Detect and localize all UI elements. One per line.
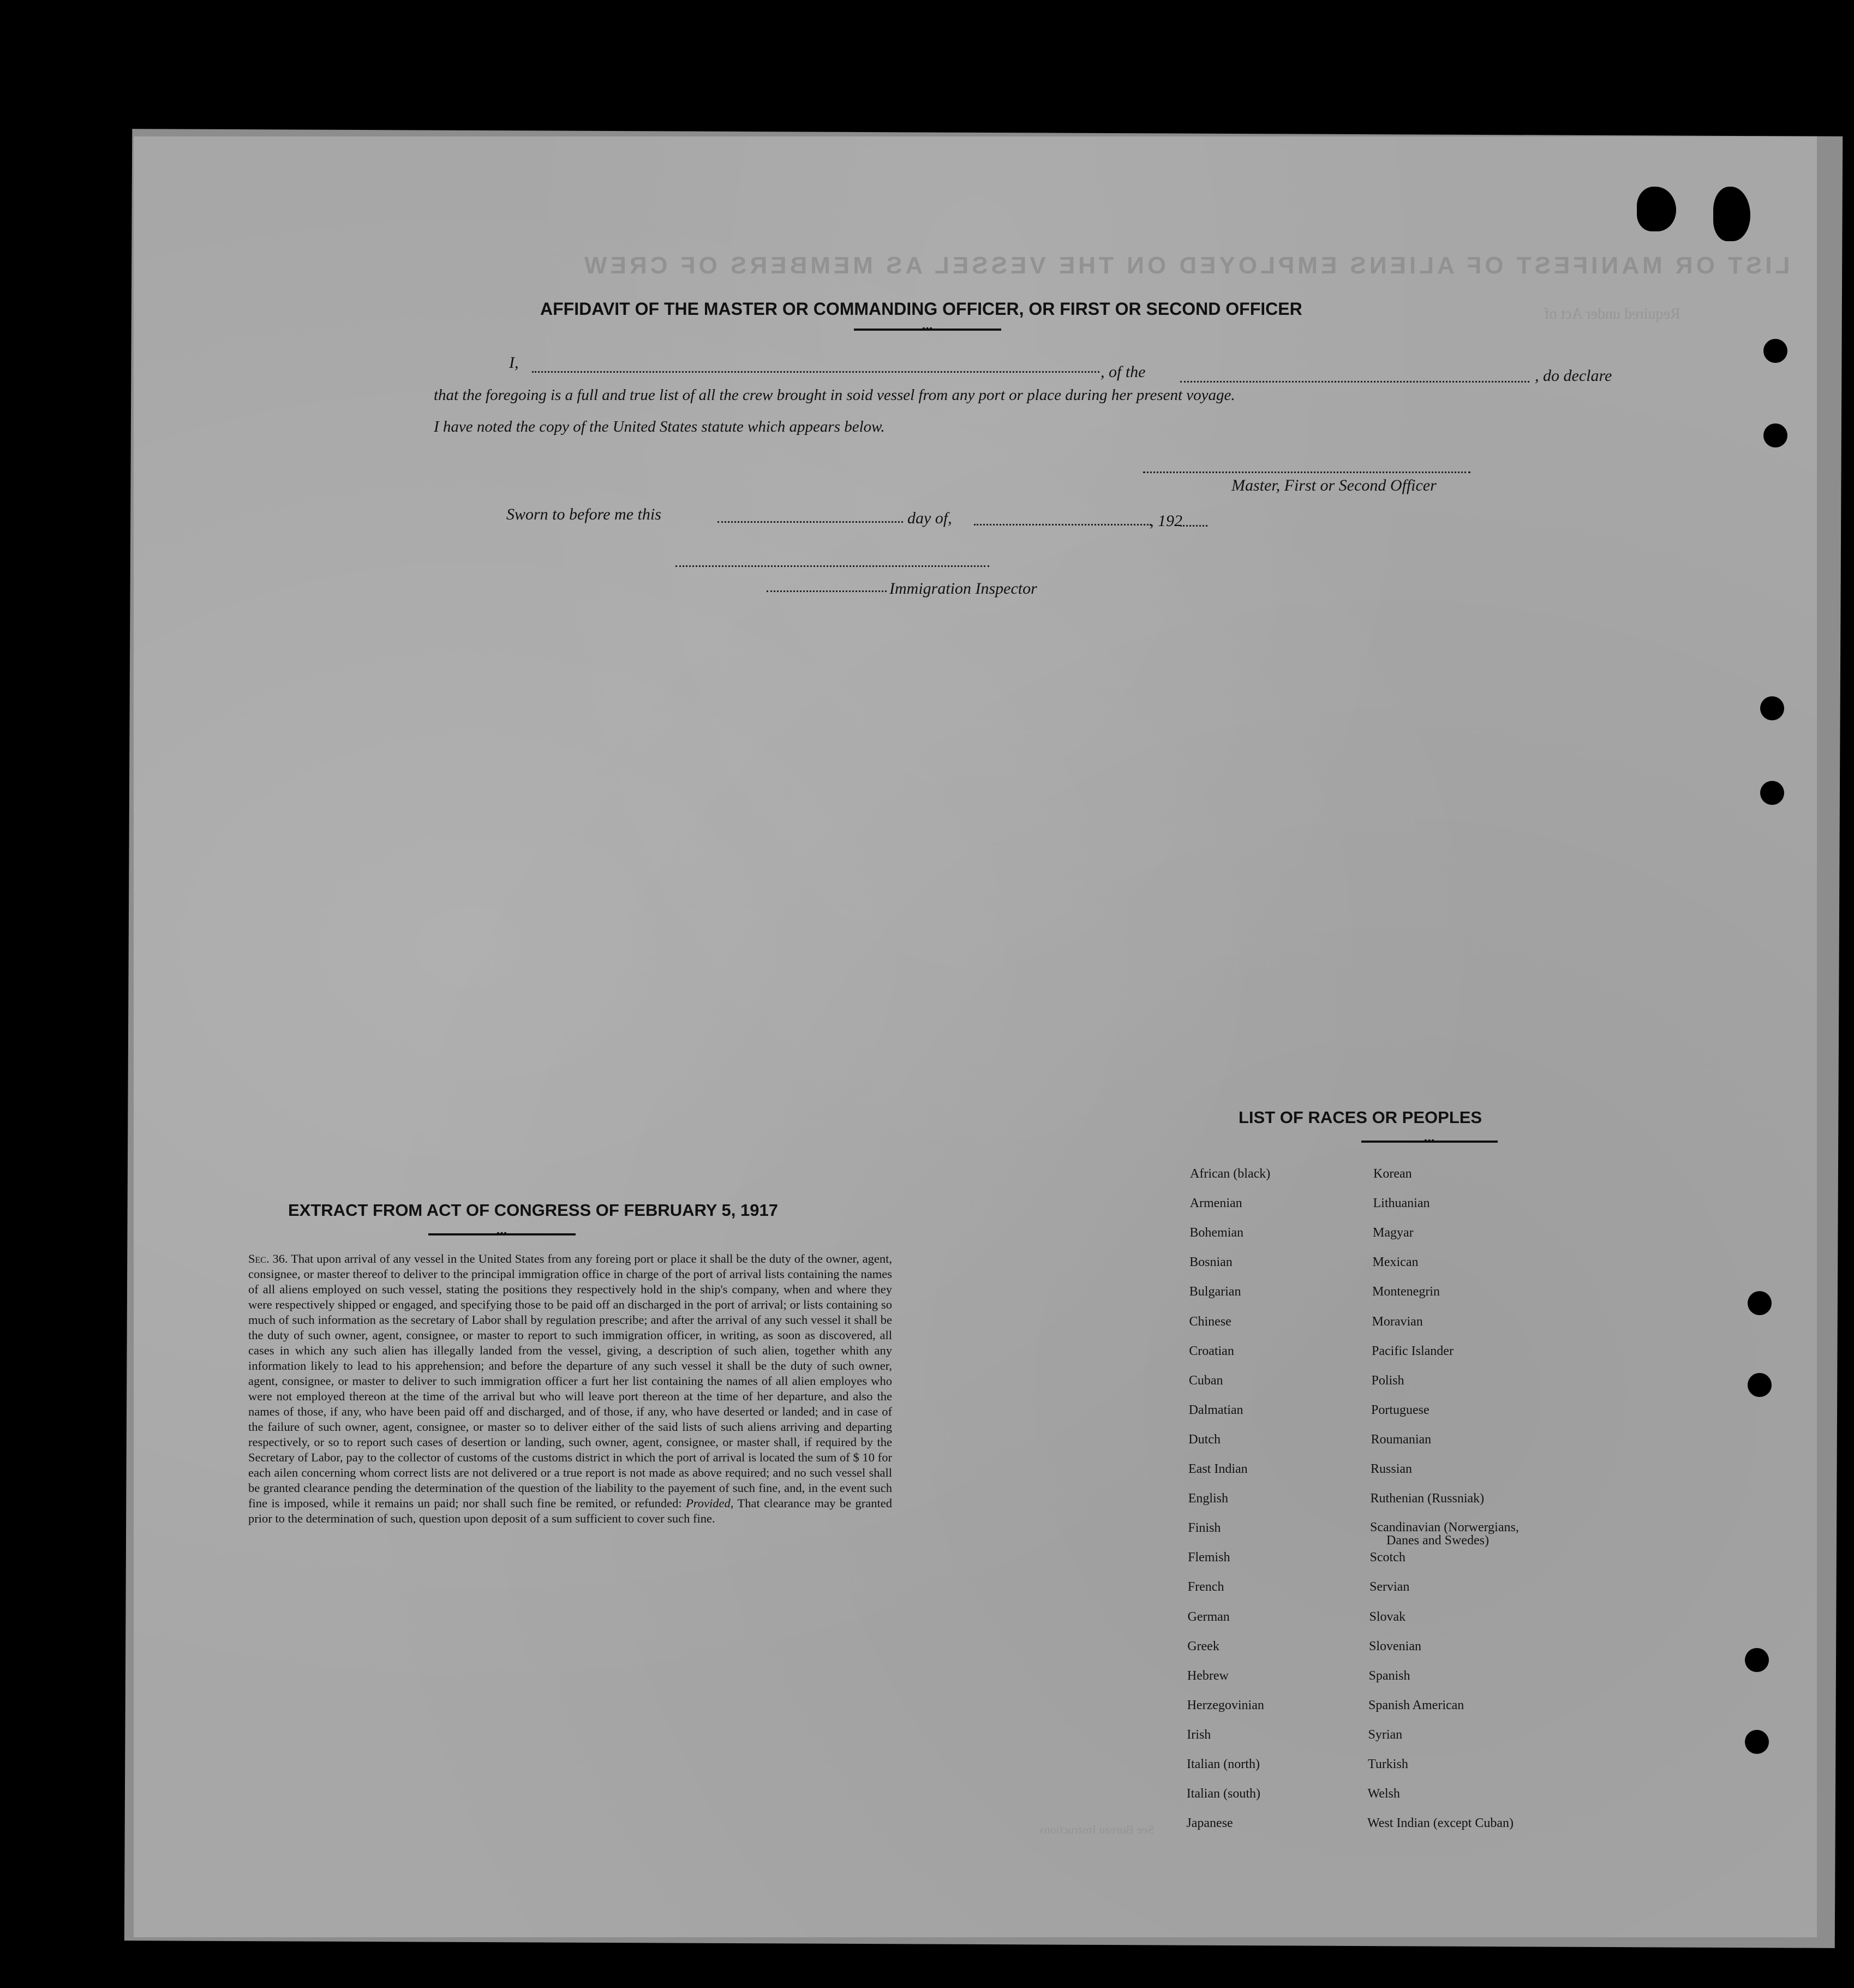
race-item: Italian (north) (1187, 1757, 1260, 1771)
race-item: Portuguese (1371, 1402, 1430, 1417)
extract-ornament: ••• (428, 1233, 576, 1235)
race-item: French (1187, 1580, 1224, 1595)
race-item: Moravian (1372, 1314, 1423, 1329)
race-item: Montenegrin (1372, 1285, 1440, 1299)
title-ornament: ••• (854, 329, 1001, 331)
races-ornament: ••• (1361, 1141, 1498, 1143)
race-item: Syrian (1368, 1727, 1403, 1742)
punch-hole (1763, 423, 1787, 447)
race-item: Dalmatian (1188, 1402, 1243, 1417)
affidavit-line-3: I have noted the copy of the United States statute which appears below. (434, 418, 885, 435)
race-item: Armenian (1189, 1196, 1242, 1211)
sworn-day-blank (717, 521, 903, 523)
immigration-inspector-label: Immigration Inspector (889, 580, 1037, 598)
section-label: Sec. 36. (248, 1252, 288, 1265)
sworn-label: Sworn to before me this (506, 505, 661, 523)
race-item: Turkish (1368, 1757, 1408, 1771)
inspector-signature-blank (675, 565, 989, 567)
race-item: Spanish (1368, 1668, 1410, 1683)
race-item: Roumanian (1371, 1432, 1432, 1447)
extract-title: EXTRACT FROM ACT OF CONGRESS OF FEBRUARY 5, 1917 (288, 1201, 778, 1220)
race-item: Servian (1369, 1580, 1410, 1595)
race-item: Spanish American (1368, 1698, 1464, 1712)
race-item: Greek (1187, 1639, 1219, 1653)
race-item: Cuban (1188, 1373, 1223, 1388)
document-page (134, 136, 1817, 1937)
race-item: Finish (1188, 1521, 1221, 1536)
year-label: , 192 (1150, 512, 1182, 530)
punch-hole (1748, 1373, 1772, 1397)
race-item: Croatian (1189, 1344, 1234, 1358)
punch-hole (1745, 1730, 1769, 1754)
race-item: English (1188, 1491, 1229, 1506)
race-item: Herzegovinian (1187, 1698, 1264, 1712)
signature-blank (1143, 471, 1470, 473)
race-item: Irish (1187, 1727, 1211, 1742)
races-title: LIST OF RACES OR PEOPLES (1239, 1108, 1482, 1127)
race-item: Mexican (1372, 1255, 1419, 1270)
name-blank (532, 371, 1099, 373)
race-item: Lithuanian (1373, 1196, 1430, 1211)
race-item: German (1187, 1609, 1230, 1624)
race-item: East Indian (1188, 1462, 1248, 1476)
ghost-footer: See Bureau Instructions (1039, 1823, 1155, 1836)
month-blank (974, 524, 1151, 526)
punch-hole (1748, 1291, 1772, 1315)
ghost-required: Required under Act of (1544, 306, 1680, 323)
race-item: Scotch (1369, 1550, 1406, 1565)
race-item: Bohemian (1189, 1226, 1244, 1240)
race-item: Scandinavian (Norwergians, Danes and Swedes) (1370, 1520, 1519, 1548)
race-item: Japanese (1186, 1816, 1233, 1831)
race-item: Pacific Islander (1372, 1344, 1454, 1358)
race-item: Polish (1371, 1373, 1404, 1388)
race-item: Slovak (1369, 1609, 1406, 1624)
affidavit-line-2: that the foregoing is a full and true list of all the crew brought in soid vessel from any port or place during her present voyage. (434, 386, 1235, 404)
day-of-label: day of, (907, 509, 952, 527)
tear-mark (1637, 187, 1676, 231)
race-item: Bulgarian (1189, 1285, 1241, 1299)
punch-hole (1763, 339, 1787, 363)
race-item: African (black) (1190, 1167, 1271, 1181)
race-item: Ruthenian (Russniak) (1370, 1491, 1485, 1506)
vessel-blank (1180, 381, 1529, 383)
ghost-title: LIST OR MANIFEST OF ALIENS EMPLOYED ON THE VESSEL AS MEMBERS OF CREW (581, 252, 1790, 279)
master-officer-label: Master, First or Second Officer (1231, 476, 1437, 494)
affidavit-i-label: I, (509, 354, 519, 372)
race-item: West Indian (except Cuban) (1367, 1816, 1514, 1831)
provided-label: Provided, (686, 1496, 734, 1510)
tear-mark (1713, 187, 1750, 241)
affidavit-title: AFFIDAVIT OF THE MASTER OR COMMANDING OFFICER, OR FIRST OR SECOND OFFICER (540, 299, 1302, 319)
race-item: Dutch (1188, 1432, 1221, 1447)
race-item: Welsh (1367, 1787, 1400, 1801)
race-item: Chinese (1189, 1314, 1231, 1329)
punch-hole (1760, 781, 1784, 805)
year-blank (1180, 525, 1207, 527)
race-item: Magyar (1373, 1226, 1414, 1240)
punch-hole (1745, 1648, 1769, 1672)
race-item: Bosnian (1189, 1255, 1233, 1270)
extract-body (248, 1251, 892, 1526)
affidavit-of-the-label: , of the (1101, 363, 1146, 381)
race-item: Italian (south) (1186, 1787, 1260, 1801)
race-item: Slovenian (1369, 1639, 1421, 1653)
race-item: Korean (1373, 1167, 1412, 1181)
punch-hole (1760, 696, 1784, 720)
section-text-end: That clearance may be granted prior to the determination of such, question upon deposit of a sum sufficient to cover such fine. (248, 1496, 893, 1525)
inspector-name-blank (767, 590, 887, 592)
race-item: Hebrew (1187, 1668, 1229, 1683)
race-item: Russian (1371, 1462, 1413, 1476)
race-item: Flemish (1188, 1550, 1230, 1565)
section-text: That upon arrival of any vessel in the United States from any foreing port or place it shall be the duty of the owner, agent, consignee, or master thereof to deliver to the principal immigration office in charge of the port of arrival lists containing the names of all aliens employed on such vessel, stating the positions they respectively hold in the ship's company, when and where they were respectively shipped or engaged, and specifying those to be paid off an discharged in the port of arrival; or lists containing so much of such information as the secretary of Labor shall by regulation prescribe; and after the arrival of any such vessel it shall be the duty of such owner, agent, consignee, or master to report to such immigration officer, in writing, as soon as discovered, all cases in which any such alien has illegally landed from the vessel, giving, a description of such alien, together whith any information likely to lead to his apprehension; and before the departure of any such vessel it shall be the duty of such owner, agent, consignee, or master to deliver to such immigration officer a furt her list containing the names of all alien employes who were not employed thereon at the time of the arrival but who will leave port thereon at the time of her departure, and also the names of those, if any, who have been paid off and discharged, and of those, if any, who have deserted or landed; and in case of the failure of such owner, agent, consignee, or master so to deliver either of the said lists of such aliens arriving and departing respectively, or so to report such cases of desertion or landing, such owner, agent, consignee, or master shall, if required by the Secretary of Labor, pay to the collector of customs of the customs district in which the port of arrival is located the sum of $ 10 for each ailen concerning whom correct lists are not delivered or a true report is not made as above required; and no such vessel shall be granted clearance pending the determination of the question of the liability to the payement of such fine, and, in the event such fine is imposed, while it remains un paid; nor shall such fine be remited, or refunded: (248, 1252, 893, 1510)
affidavit-declare-label: , do declare (1535, 367, 1612, 385)
